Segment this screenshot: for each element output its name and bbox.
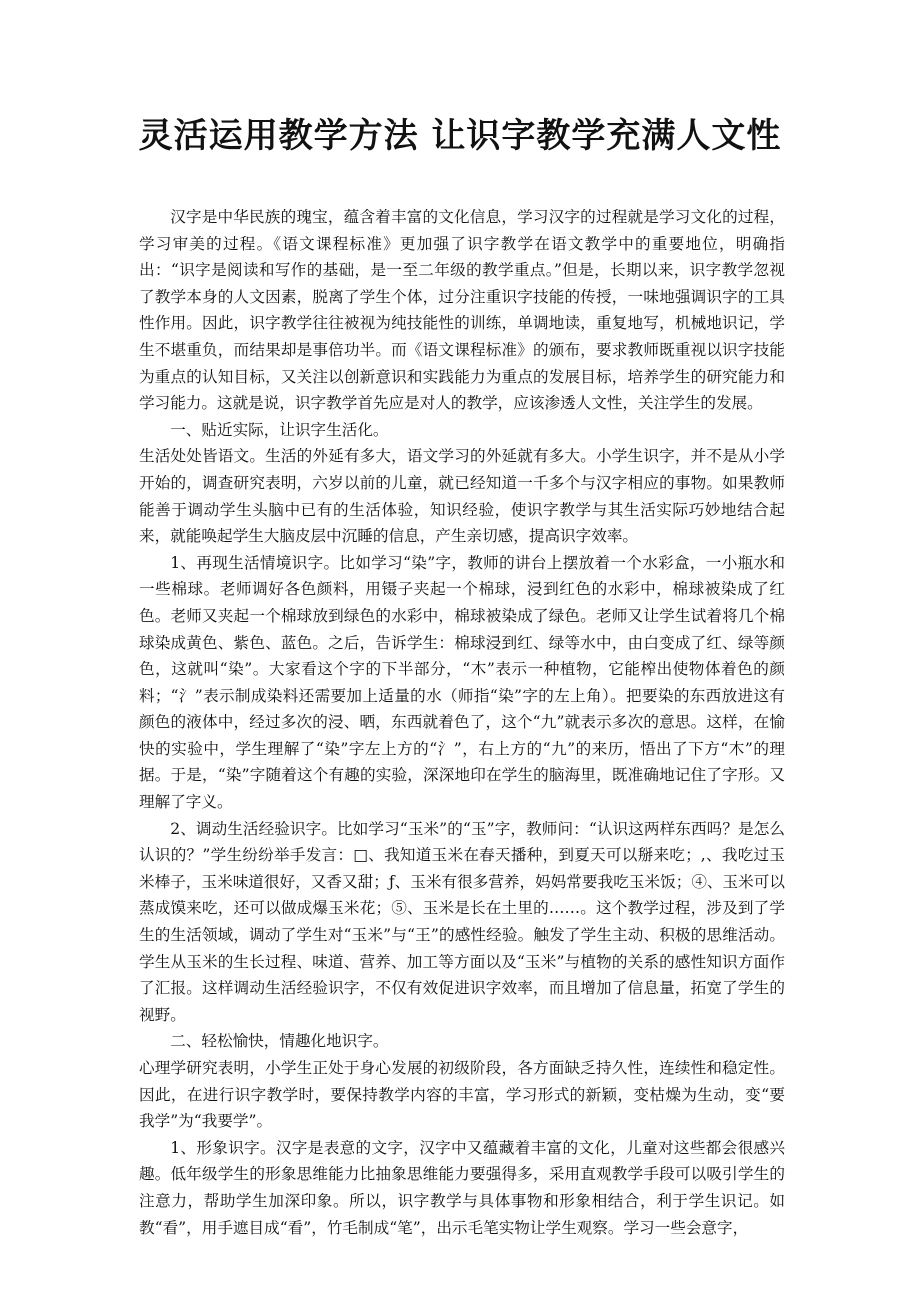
section-heading-2: 二、轻松愉快，情趣化地识字。 — [170, 1032, 389, 1051]
document-body — [139, 204, 785, 1241]
paragraph-item-1-2: 2、调动生活经验识字。比如学习“玉米”的“玉”字，教师问：“认识这两样东西吗？是怎么认识的？”学生纷纷举手发言：□、我知道玉米在春天播种，到夏天可以掰来吃；,、我吃过玉米棒子，玉米味道很好，又香又甜；ƒ、玉米有很多营养，妈妈常要我吃玉米饭；④、玉米可以蒸成馍来吃，还可以做成爆玉米花；⑤、玉米是长在土里的……。这个教学过程，涉及到了学生的生活领域，调动了学生对“玉米”与“王”的感性经验。触发了学生主动、积极的思维活动。学生从玉米的生长过程、味道、营养、加工等方面以及“玉米”与植物的关系的感性知识方面作了汇报。这样调动生活经验识字，不仅有效促进识字效率，而且增加了信息量，拓宽了学生的视野。 — [139, 819, 785, 1024]
paragraph-section-1: 生活处处皆语文。生活的外延有多大，语文学习的外延就有多大。小学生识字，并不是从小学开始的，调查研究表明，六岁以前的儿童，就已经知道一千多个与汉字相应的事物。如果教师能善于调动学生头脑中已有的生活体验，知识经验，使识字教学与其生活实际巧妙地结合起来，就能唤起学生大脑皮层中沉睡的信息，产生亲切感，提高识字效率。 — [139, 447, 785, 546]
paragraph-item-2-1: 1、形象识字。汉字是表意的文字，汉字中又蕴藏着丰富的文化，儿童对这些都会很感兴趣。低年级学生的形象思维能力比抽象思维能力要强得多，采用直观教学手段可以吸引学生的注意力，帮助学生加深印象。所以，识字教学与具体事物和形象相结合，利于学生识记。如教“看”，用手遮目成“看”，竹毛制成“笔”，出示毛笔实物让学生观察。学习一些会意字， — [139, 1138, 785, 1237]
section-heading-1: 一、贴近实际，让识字生活化。 — [170, 420, 389, 439]
paragraph-section-2: 心理学研究表明，小学生正处于身心发展的初级阶段，各方面缺乏持久性，连续性和稳定性。因此，在进行识字教学时，要保持教学内容的丰富，学习形式的新颖，变枯燥为生动，变“要我学”为“我要学”。 — [139, 1059, 785, 1131]
paragraph-intro: 汉字是中华民族的瑰宝，蕴含着丰富的文化信息，学习汉字的过程就是学习文化的过程，学习审美的过程。《语文课程标准》更加强了识字教学在语文教学中的重要地位，明确指出：“识字是阅读和写作的基础，是一至二年级的教学重点。”但是，长期以来，识字教学忽视了教学本身的人文因素，脱离了学生个体，过分注重识字技能的传授，一味地强调识字的工具性作用。因此，识字教学往往被视为纯技能性的训练，单调地读，重复地写，机械地识记，学生不堪重负，而结果却是事倍功半。而《语文课程标准》的颁布，要求教师既重视以识字技能为重点的认知目标，又关注以创新意识和实践能力为重点的发展目标，培养学生的研究能力和学习能力。这就是说，识字教学首先应是对人的教学，应该渗透人文性，关注学生的发展。 — [139, 208, 785, 413]
paragraph-item-1-1: 1、再现生活情境识字。比如学习“染”字，教师的讲台上摆放着一个水彩盒，一小瓶水和一些棉球。老师调好各色颜料，用镊子夹起一个棉球，浸到红色的水彩中，棉球被染成了红色。老师又夹起一个棉球放到绿色的水彩中，棉球被染成了绿色。老师又让学生试着将几个棉球染成黄色、紫色、蓝色。之后，告诉学生：棉球浸到红、绿等水中，由白变成了红、绿等颜色，这就叫“染”。大家看这个字的下半部分，“木”表示一种植物，它能榨出使物体着色的颜料；“氵”表示制成染料还需要加上适量的水（师指“染”字的左上角）。把要染的东西放进这有颜色的液体中，经过多次的浸、晒，东西就着色了，这个“九”就表示多次的意思。这样，在愉快的实验中，学生理解了“染”字左上方的“氵”，右上方的“九”的来历，悟出了下方“木”的理据。于是，“染”字随着这个有趣的实验，深深地印在学生的脑海里，既准确地记住了字形。又理解了字义。 — [139, 553, 785, 812]
document-title: 灵活运用教学方法 让识字教学充满人文性 — [138, 116, 782, 156]
